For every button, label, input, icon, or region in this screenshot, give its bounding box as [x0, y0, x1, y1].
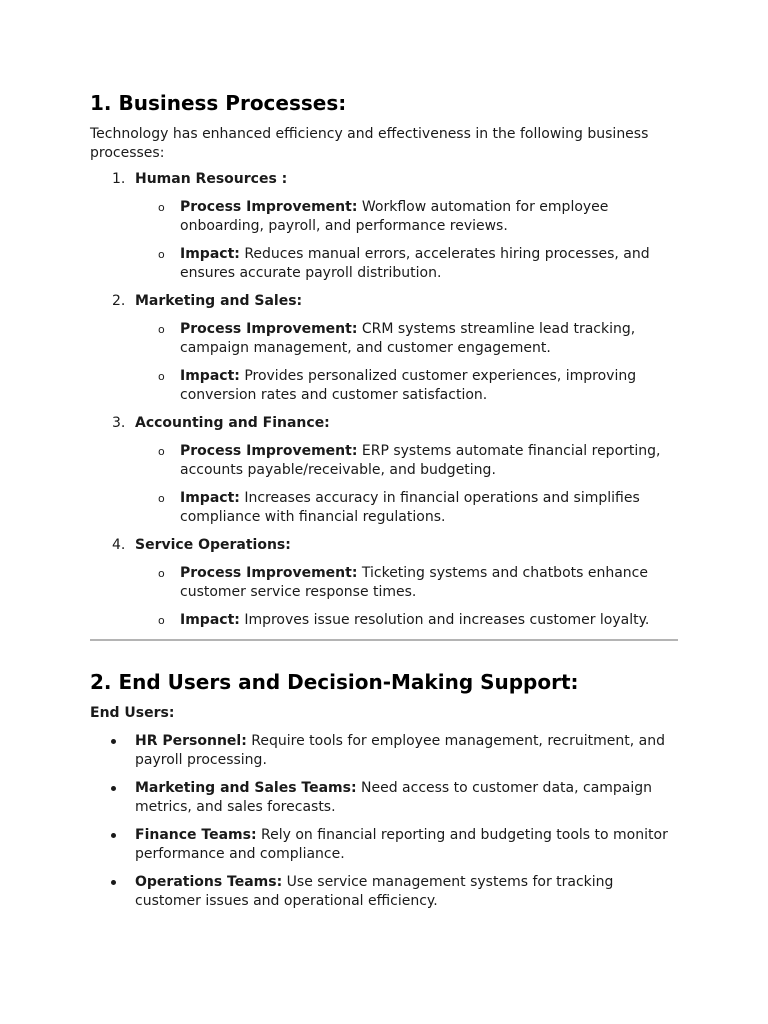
sub-item-process-improvement — [135, 198, 678, 236]
circle-bullet-icon: o — [158, 567, 165, 580]
sub-item-label: Impact: — [180, 612, 240, 628]
sub-item-impact — [135, 245, 678, 283]
sub-item-text: CRM systems streamline lead tracking, campaign management, and customer engagement. — [180, 321, 636, 356]
end-user-item-marketing-sales — [90, 779, 678, 817]
bullet-dot-icon — [111, 739, 116, 744]
circle-bullet-icon: o — [158, 614, 165, 627]
list-number: 2. — [112, 293, 126, 309]
sub-item-text: Ticketing systems and chatbots enhance customer service response times. — [180, 565, 648, 600]
sub-item-impact — [135, 367, 678, 405]
bullet-dot-icon — [111, 786, 116, 791]
sub-item-text: Improves issue resolution and increases customer loyalty. — [244, 612, 650, 628]
sub-item-impact — [135, 611, 678, 630]
process-name: Human Resources : — [135, 171, 288, 187]
section-1-heading: 1. Business Processes: — [90, 91, 347, 115]
end-user-item-finance — [90, 826, 678, 864]
process-name: Marketing and Sales: — [135, 293, 303, 309]
sub-item-label: Impact: — [180, 490, 240, 506]
end-user-item-hr — [90, 732, 678, 770]
sub-item-text: Workflow automation for employee onboarding, payroll, and performance reviews. — [180, 199, 609, 234]
process-item-human-resources — [90, 170, 678, 283]
end-users-list — [90, 732, 678, 911]
sub-item-text: Reduces manual errors, accelerates hiring processes, and ensures accurate payroll distribution. — [180, 246, 650, 281]
process-name: Service Operations: — [135, 537, 291, 553]
end-user-text: Use service management systems for tracking customer issues and operational efficiency. — [135, 874, 614, 909]
sub-item-label: Impact: — [180, 246, 240, 262]
end-user-name: Finance Teams: — [135, 827, 257, 843]
circle-bullet-icon: o — [158, 370, 165, 383]
end-user-text: Need access to customer data, campaign metrics, and sales forecasts. — [135, 780, 653, 815]
end-user-name: HR Personnel: — [135, 733, 247, 749]
end-user-text: Rely on financial reporting and budgeting tools to monitor performance and compliance. — [135, 827, 668, 862]
section-2-heading: 2. End Users and Decision-Making Support: — [90, 670, 579, 694]
circle-bullet-icon: o — [158, 248, 165, 261]
end-user-name: Operations Teams: — [135, 874, 283, 890]
sub-item-label: Process Improvement: — [180, 321, 358, 337]
bullet-dot-icon — [111, 880, 116, 885]
section-divider — [90, 639, 678, 641]
end-user-name: Marketing and Sales Teams: — [135, 780, 357, 796]
sub-item-label: Process Improvement: — [180, 443, 358, 459]
bullet-dot-icon — [111, 833, 116, 838]
sub-item-label: Impact: — [180, 368, 240, 384]
circle-bullet-icon: o — [158, 445, 165, 458]
circle-bullet-icon: o — [158, 492, 165, 505]
sub-item-label: Process Improvement: — [180, 199, 358, 215]
list-number: 4. — [112, 537, 126, 553]
section-1-intro: Technology has enhanced efficiency and effectiveness in the following business processes: — [90, 126, 649, 161]
sub-item-label: Process Improvement: — [180, 565, 358, 581]
list-number: 3. — [112, 415, 126, 431]
sub-item-process-improvement — [135, 564, 678, 602]
sub-item-text: Provides personalized customer experiences, improving conversion rates and customer satisfaction. — [180, 368, 637, 403]
process-name: Accounting and Finance: — [135, 415, 330, 431]
list-number: 1. — [112, 171, 126, 187]
sub-item-process-improvement — [135, 442, 678, 480]
circle-bullet-icon: o — [158, 201, 165, 214]
sub-item-process-improvement — [135, 320, 678, 358]
circle-bullet-icon: o — [158, 323, 165, 336]
end-user-item-operations — [90, 873, 678, 911]
sub-item-impact — [135, 489, 678, 527]
process-item-accounting-finance — [90, 414, 678, 527]
process-item-marketing-sales — [90, 292, 678, 405]
sub-item-text: ERP systems automate financial reporting, accounts payable/receivable, and budgeting. — [180, 443, 661, 478]
end-users-label: End Users: — [90, 705, 175, 721]
process-item-service-operations — [90, 536, 678, 630]
sub-item-text: Increases accuracy in financial operations and simplifies compliance with financial regulations. — [180, 490, 640, 525]
end-user-text: Require tools for employee management, recruitment, and payroll processing. — [135, 733, 665, 768]
business-process-list — [90, 170, 678, 630]
